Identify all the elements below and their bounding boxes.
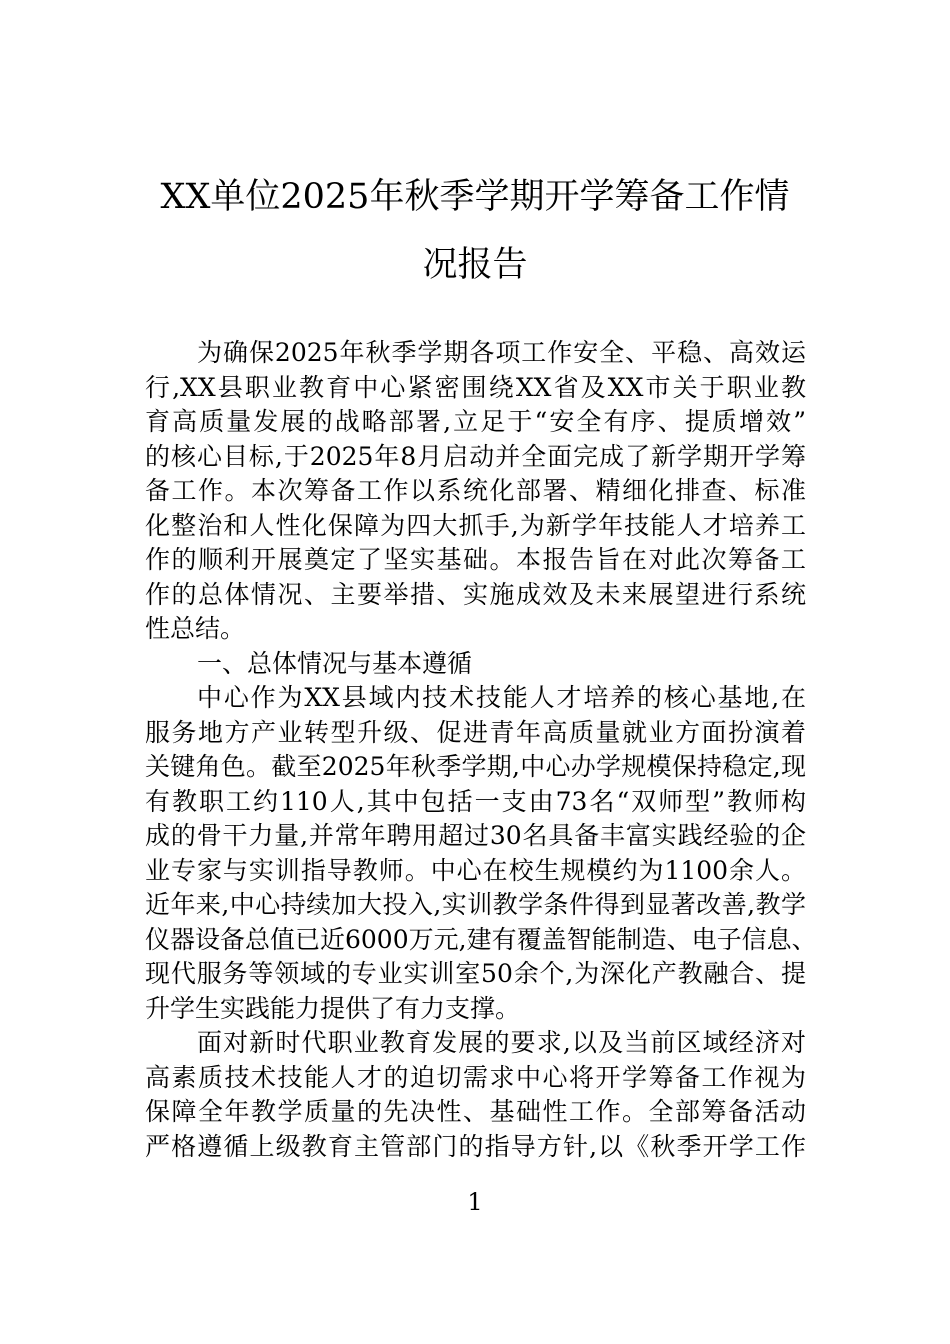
text-line: 中心作为XX县域内技术技能人才培养的核心基地,在 bbox=[197, 683, 806, 712]
text-line: 化整治和人性化保障为四大抓手,为新学年技能人才培养工 bbox=[145, 510, 806, 540]
document-body bbox=[145, 336, 817, 1164]
text-line: 性总结。 bbox=[145, 614, 246, 643]
document-title bbox=[140, 163, 810, 299]
text-line: 服务地方产业转型升级、促进青年高质量就业方面扮演着 bbox=[145, 717, 806, 747]
text-line: 的核心目标,于2025年8月启动并全面完成了新学期开学筹 bbox=[145, 441, 806, 471]
section-heading bbox=[145, 647, 806, 682]
text-line: 升学生实践能力提供了有力支撑。 bbox=[145, 993, 521, 1023]
text-line: 有教职工约110人,其中包括一支由73名“双师型”教师构 bbox=[145, 786, 806, 816]
text-line: 行,XX县职业教育中心紧密围绕XX省及XX市关于职业教 bbox=[145, 372, 806, 402]
text-line: 仪器设备总值已近6000万元,建有覆盖智能制造、电子信息、 bbox=[145, 924, 817, 954]
text-line: 一、总体情况与基本遵循 bbox=[197, 648, 473, 678]
text-line: 作的总体情况、主要举措、实施成效及未来展望进行系统 bbox=[145, 579, 806, 609]
text-line: 关键角色。截至2025年秋季学期,中心办学规模保持稳定,现 bbox=[145, 752, 806, 781]
text-line: 近年来,中心持续加大投入,实训教学条件得到显著改善,教学 bbox=[145, 890, 806, 919]
text-line: 保障全年教学质量的先决性、基础性工作。全部筹备活动 bbox=[145, 1097, 806, 1126]
text-line: 高素质技术技能人才的迫切需求中心将开学筹备工作视为 bbox=[145, 1062, 806, 1092]
text-line: 业专家与实训指导教师。中心在校生规模约为1100余人。 bbox=[145, 855, 806, 885]
text-line: 严格遵循上级教育主管部门的指导方针,以《秋季开学工作 bbox=[145, 1131, 806, 1161]
text-line: 作的顺利开展奠定了坚实基础。本报告旨在对此次筹备工 bbox=[145, 545, 806, 574]
text-line: 成的骨干力量,并常年聘用超过30名具备丰富实践经验的企 bbox=[145, 821, 806, 850]
title-line: XX单位2025年秋季学期开学筹备工作情 bbox=[160, 177, 790, 217]
title-line: 况报告 bbox=[422, 245, 528, 285]
text-line: 备工作。本次筹备工作以系统化部署、精细化排查、标准 bbox=[145, 476, 806, 505]
paragraph bbox=[145, 336, 806, 647]
text-line: 为确保2025年秋季学期各项工作安全、平稳、高效运 bbox=[197, 338, 806, 367]
page-number: 1 bbox=[467, 1188, 483, 1216]
text-line: 育高质量发展的战略部署,立足于“安全有序、提质增效” bbox=[145, 407, 806, 436]
text-line: 面对新时代职业教育发展的要求,以及当前区域经济对 bbox=[197, 1028, 806, 1057]
paragraph bbox=[145, 681, 817, 1026]
paragraph bbox=[145, 1026, 806, 1164]
text-line: 现代服务等领域的专业实训室50余个,为深化产教融合、提 bbox=[145, 959, 806, 988]
